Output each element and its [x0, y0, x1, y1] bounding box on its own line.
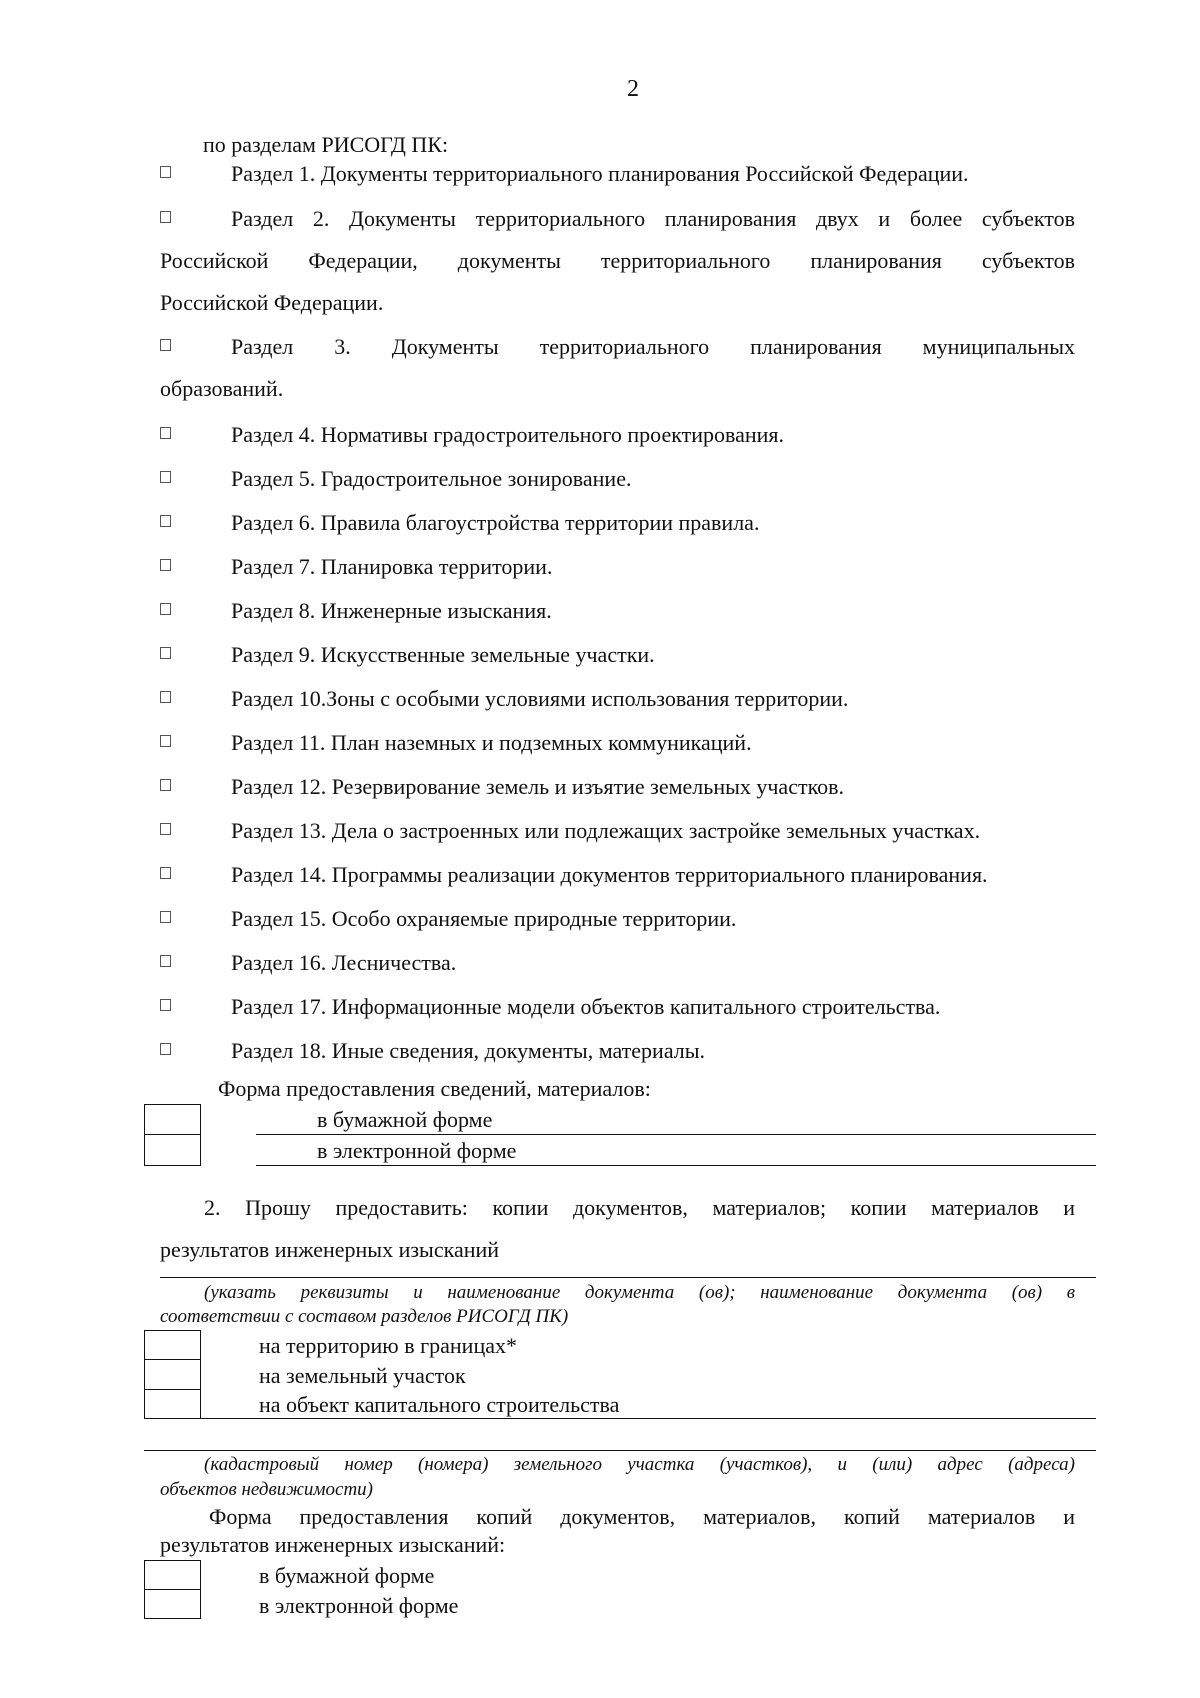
section-checkbox[interactable] — [160, 911, 171, 923]
form2-option-paper: в бумажной форме — [259, 1563, 435, 1588]
section-item: Раздел 17. Информационные модели объектов капитального строительства. — [231, 994, 941, 1019]
section-item: Раздел 9. Искусственные земельные участки. — [231, 642, 655, 667]
option-construction-object: на объект капитального строительства — [259, 1392, 620, 1417]
section-checkbox[interactable] — [160, 955, 171, 967]
form1-underline — [256, 1165, 1096, 1166]
section-item: Раздел 14. Программы реализации документов территориального планирования. — [231, 862, 988, 887]
section-item: Раздел 5. Градостроительное зонирование. — [231, 466, 632, 491]
section-checkbox[interactable] — [160, 779, 171, 791]
section-item: Раздел 2. Документы территориального планирования двух и более субъектов — [231, 206, 1075, 231]
section-item: Раздел 12. Резервирование земель и изъятие земельных участков. — [231, 774, 845, 799]
section-item-continued: Российской Федерации, документы территориального планирования субъектов — [160, 248, 1075, 273]
form1-underline — [256, 1134, 1096, 1135]
section-checkbox[interactable] — [160, 166, 171, 178]
section-checkbox[interactable] — [160, 427, 171, 439]
cadastral-input-line[interactable] — [144, 1450, 1096, 1451]
form1-electronic-checkbox[interactable] — [144, 1135, 201, 1166]
section-item: Раздел 10.Зоны с особыми условиями использования территории. — [231, 686, 849, 711]
section-checkbox[interactable] — [160, 691, 171, 703]
section-item: Раздел 18. Иные сведения, документы, материалы. — [231, 1038, 706, 1063]
section-checkbox[interactable] — [160, 823, 171, 835]
option-land-plot: на земельный участок — [259, 1363, 466, 1388]
construction-object-checkbox[interactable] — [144, 1390, 201, 1419]
section-item: Раздел 6. Правила благоустройства территории правила. — [231, 510, 760, 535]
section-checkbox[interactable] — [160, 647, 171, 659]
section-checkbox[interactable] — [160, 999, 171, 1011]
section-checkbox[interactable] — [160, 867, 171, 879]
request-paragraph: 2. Прошу предоставить: копии документов, материалов; копии материалов и — [204, 1195, 1075, 1220]
request-paragraph-continued: результатов инженерных изысканий — [160, 1237, 500, 1262]
section-checkbox[interactable] — [160, 559, 171, 571]
section-item: Раздел 16. Лесничества. — [231, 950, 457, 975]
section-item: Раздел 13. Дела о застроенных или подлежащих застройке земельных участках. — [231, 818, 981, 843]
form1-paper-checkbox[interactable] — [144, 1104, 201, 1134]
section-checkbox[interactable] — [160, 515, 171, 527]
section-checkbox[interactable] — [160, 603, 171, 615]
section-checkbox[interactable] — [160, 471, 171, 483]
section-item-continued: Российской Федерации. — [160, 290, 384, 315]
section-item-continued: образований. — [160, 376, 284, 401]
section-item: Раздел 8. Инженерные изыскания. — [231, 598, 552, 623]
form2-electronic-checkbox[interactable] — [144, 1590, 201, 1619]
form1-option-paper: в бумажной форме — [317, 1107, 493, 1132]
cadastral-hint-continued: объектов недвижимости) — [160, 1479, 374, 1500]
request-options-underline — [201, 1418, 1096, 1419]
sections-intro: по разделам РИСОГД ПК: — [203, 132, 449, 157]
request-input-line[interactable] — [160, 1277, 1096, 1278]
page-number: 2 — [627, 76, 639, 102]
form2-title: Форма предоставления копий документов, материалов, копий материалов и — [209, 1504, 1075, 1529]
section-item: Раздел 1. Документы территориального планирования Российской Федерации. — [231, 161, 969, 186]
form1-option-electronic: в электронной форме — [317, 1138, 517, 1163]
option-territory: на территорию в границах* — [259, 1333, 517, 1358]
section-item: Раздел 4. Нормативы градостроительного проектирования. — [231, 422, 785, 447]
section-checkbox[interactable] — [160, 339, 171, 351]
territory-checkbox[interactable] — [144, 1330, 201, 1359]
section-checkbox[interactable] — [160, 211, 171, 223]
section-item: Раздел 11. План наземных и подземных коммуникаций. — [231, 730, 752, 755]
form2-option-electronic: в электронной форме — [259, 1593, 459, 1618]
section-item: Раздел 15. Особо охраняемые природные территории. — [231, 906, 737, 931]
cadastral-hint: (кадастровый номер (номера) земельного участка (участков), и (или) адрес (адреса) — [204, 1454, 1075, 1475]
form1-title: Форма предоставления сведений, материалов: — [218, 1076, 651, 1101]
land-plot-checkbox[interactable] — [144, 1360, 201, 1389]
section-item: Раздел 3. Документы территориального планирования муниципальных — [231, 334, 1075, 359]
form2-paper-checkbox[interactable] — [144, 1560, 201, 1589]
form2-title-continued: результатов инженерных изысканий: — [160, 1532, 506, 1557]
section-checkbox[interactable] — [160, 1043, 171, 1055]
request-hint-continued: соответствии с составом разделов РИСОГД ПК) — [160, 1306, 569, 1327]
section-item: Раздел 7. Планировка территории. — [231, 554, 553, 579]
request-hint: (указать реквизиты и наименование документа (ов); наименование документа (ов) в — [204, 1282, 1075, 1303]
section-checkbox[interactable] — [160, 735, 171, 747]
